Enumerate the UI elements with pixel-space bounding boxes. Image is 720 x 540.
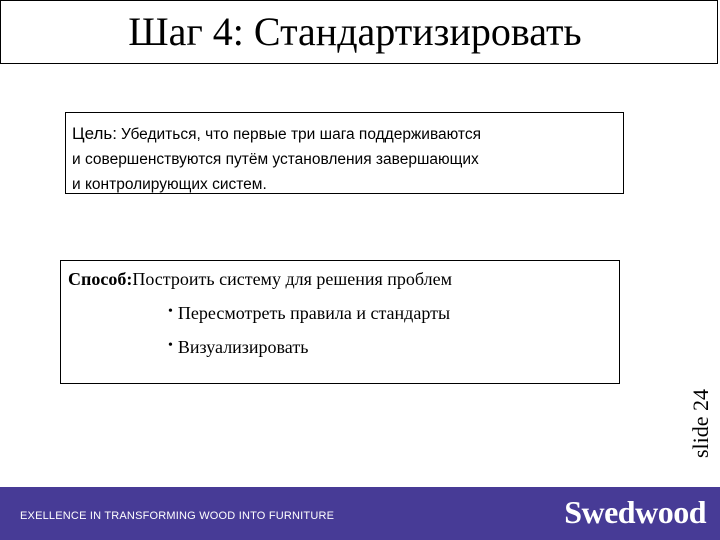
method-bullet <box>168 334 612 359</box>
goal-label: Цель: <box>72 124 117 143</box>
method-box <box>60 260 620 384</box>
goal-line-2: и совершенствуются путём установления завершающих <box>72 151 479 168</box>
method-bullet <box>168 300 612 325</box>
goal-text: Убедиться, что первые три шага поддерживаются <box>120 126 481 143</box>
title-box <box>0 0 718 64</box>
footer-tagline: EXELLENCE IN TRANSFORMING WOOD INTO FURNITURE <box>20 510 335 522</box>
bullet-text: Пересмотреть правила и стандарты <box>177 303 451 323</box>
method-line <box>68 267 612 291</box>
footer-bar <box>0 487 720 540</box>
goal-box <box>65 112 624 194</box>
slide-number: slide 24 <box>688 388 713 458</box>
goal-line-3: и контролирующих систем. <box>72 176 267 193</box>
method-label: Способ: <box>68 269 133 289</box>
method-text: Построить систему для решения проблем <box>132 269 452 289</box>
bullet-icon: • <box>168 304 173 319</box>
swedwood-logo: Swedwood <box>564 494 706 530</box>
bullet-icon: • <box>168 338 173 353</box>
goal-line-1 <box>72 121 617 147</box>
bullet-text: Визуализировать <box>177 337 309 357</box>
slide-title: Шаг 4: Стандартизировать <box>128 9 582 54</box>
